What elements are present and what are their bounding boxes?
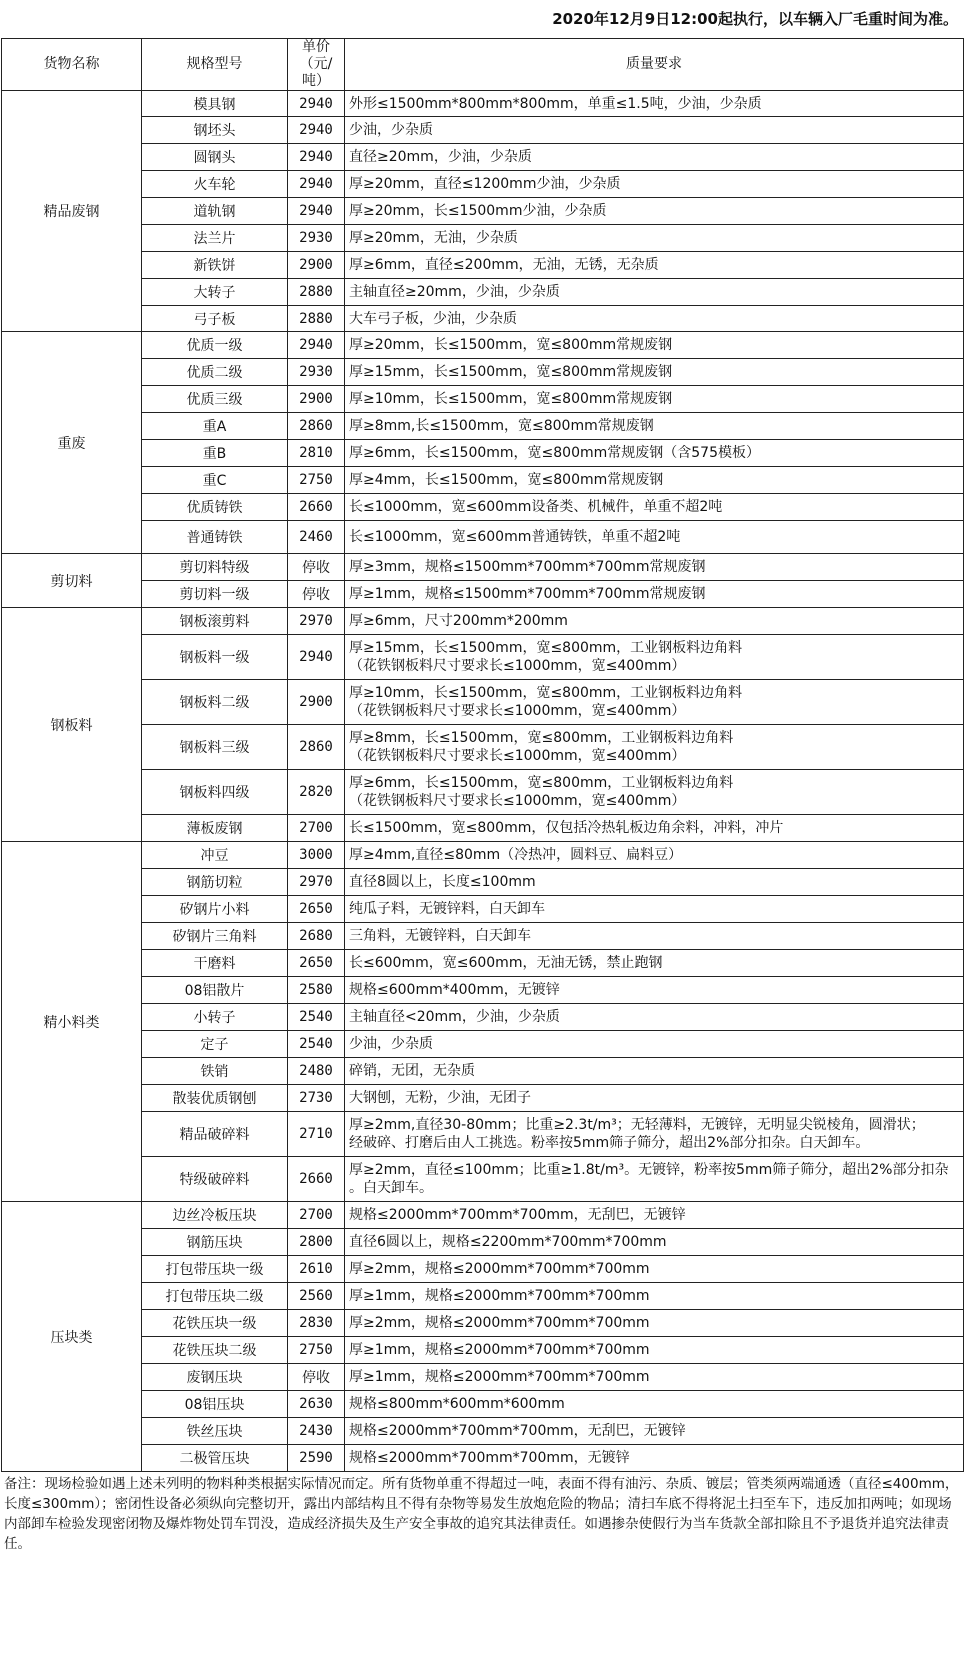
price-cell: 2660 [288,1157,345,1202]
table-row [2,1085,964,1112]
quality-cell [345,467,964,494]
spec-cell: 废钢压块 [142,1364,288,1391]
quality-line: 主轴直径≥20mm，少油，少杂质 [349,284,560,300]
table-row [2,869,964,896]
spec-cell: 干磨料 [142,950,288,977]
spec-cell: 弓子板 [142,306,288,332]
quality-cell [345,386,964,413]
quality-line: 规格≤2000mm*700mm*700mm，无镀锌 [349,1450,630,1466]
table-row [2,1112,964,1157]
quality-line: 直径8圆以上，长度≤100mm [349,874,536,890]
quality-line: 厚≥6mm，尺寸200mm*200mm [349,613,568,629]
price-cell: 2560 [288,1283,345,1310]
header-price-line2: （元/吨） [299,56,333,89]
quality-line: 长≤1000mm，宽≤600mm普通铸铁，单重不超2吨 [349,529,681,545]
quality-line: 厚≥2mm，规格≤2000mm*700mm*700mm [349,1261,650,1277]
table-row [2,252,964,279]
quality-line: 厚≥10mm，长≤1500mm，宽≤800mm，工业钢板料边角料 [349,685,743,701]
price-cell: 2750 [288,467,345,494]
remarks-note: 备注：现场检验如遇上述未列明的物料种类根据实际情况而定。所有货物单重不得超过一吨，表面不得有油污、杂质、镀层；管类须两端通透（直径≤400mm，长度≤300mm）；密闭性设备必须纵向完整切开，露出内部结构且不得有杂物等易发生放炮危险的物品；清扫车底不得将泥土扫至车下，违反加扣两吨；如现场内部卸车检验发现密闭物及爆炸物处罚车罚没，造成经济损失及生产安全事故的追究其法律责任。如遇掺杂使假行为当车货款全部扣除且不予退货并追究法律责任。 [4,1476,959,1552]
price-cell: 2580 [288,977,345,1004]
quality-line: 厚≥8mm,长≤1500mm，宽≤800mm常规废钢 [349,418,654,434]
price-cell: 2860 [288,413,345,440]
effective-date-note: 2020年12月9日12:00起执行，以车辆入厂毛重时间为准。 [552,10,958,28]
quality-cell [345,91,964,117]
spec-cell: 新铁饼 [142,252,288,279]
quality-line: 。白天卸车。 [349,1180,433,1196]
quality-cell [345,494,964,521]
spec-cell: 重A [142,413,288,440]
quality-cell [345,1283,964,1310]
table-row [2,332,964,359]
quality-cell [345,869,964,896]
quality-line: 厚≥10mm，长≤1500mm，宽≤800mm常规废钢 [349,391,673,407]
price-cell: 2900 [288,680,345,725]
quality-line: 外形≤1500mm*800mm*800mm，单重≤1.5吨，少油，少杂质 [349,95,762,112]
spec-cell: 钢筋切粒 [142,869,288,896]
spec-cell: 剪切料特级 [142,554,288,581]
quality-cell [345,1391,964,1418]
spec-cell: 钢筋压块 [142,1229,288,1256]
table-row [2,144,964,171]
header-price-line1: 单价 [302,39,330,55]
quality-cell [345,815,964,842]
quality-line: 少油，少杂质 [349,1036,433,1052]
quality-cell [345,521,964,554]
quality-line: 厚≥1mm，规格≤1500mm*700mm*700mm常规废钢 [349,586,706,602]
spec-cell: 花铁压块一级 [142,1310,288,1337]
price-cell: 2660 [288,494,345,521]
spec-cell: 精品破碎料 [142,1112,288,1157]
table-row [2,279,964,306]
quality-cell [345,1229,964,1256]
price-cell: 2900 [288,252,345,279]
quality-line: （花铁钢板料尺寸要求长≤1000mm，宽≤400mm） [349,748,686,764]
price-cell: 2940 [288,635,345,680]
header-spec: 规格型号 [142,39,288,91]
quality-cell [345,680,964,725]
quality-line: 厚≥6mm，长≤1500mm，宽≤800mm，工业钢板料边角料 [349,775,734,791]
price-cell: 2940 [288,171,345,198]
spec-cell: 钢板料三级 [142,725,288,770]
spec-cell: 重C [142,467,288,494]
spec-cell: 铁销 [142,1058,288,1085]
quality-line: 厚≥1mm，规格≤2000mm*700mm*700mm [349,1369,650,1385]
price-cell: 2800 [288,1229,345,1256]
spec-cell: 模具钢 [142,91,288,117]
quality-cell [345,413,964,440]
quality-line: （花铁钢板料尺寸要求长≤1000mm，宽≤400mm） [349,703,686,719]
spec-cell: 矽钢片三角料 [142,923,288,950]
table-row [2,494,964,521]
table-row [2,1031,964,1058]
spec-cell: 钢板料二级 [142,680,288,725]
table-row [2,306,964,332]
price-cell: 停收 [288,1364,345,1391]
category-cell: 剪切料 [2,554,142,608]
spec-cell: 优质二级 [142,359,288,386]
quality-cell [345,440,964,467]
quality-cell [345,1337,964,1364]
price-cell: 2540 [288,1004,345,1031]
price-cell: 2700 [288,1202,345,1229]
header-quality: 质量要求 [345,39,964,91]
table-row [2,521,964,554]
quality-line: 直径6圆以上，规格≤2200mm*700mm*700mm [349,1234,667,1250]
quality-line: 厚≥20mm，直径≤1200mm少油，少杂质 [349,176,621,192]
table-row [2,1337,964,1364]
quality-cell [345,359,964,386]
price-cell: 2830 [288,1310,345,1337]
quality-cell [345,1364,964,1391]
price-cell: 2810 [288,440,345,467]
category-cell: 精小料类 [2,842,142,1202]
quality-cell [345,608,964,635]
quality-line: 长≤1000mm，宽≤600mm设备类、机械件，单重不超2吨 [349,499,723,515]
spec-cell: 特级破碎料 [142,1157,288,1202]
quality-line: 少油，少杂质 [349,122,433,138]
spec-cell: 08铝压块 [142,1391,288,1418]
quality-line: （花铁钢板料尺寸要求长≤1000mm，宽≤400mm） [349,658,686,674]
spec-cell: 道轨钢 [142,198,288,225]
quality-cell [345,1256,964,1283]
quality-line: 厚≥2mm，直径≤100mm；比重≥1.8t/m³。无镀锌，粉率按5mm筛子筛分，超出2%部分扣杂 [349,1162,949,1178]
table-row [2,1364,964,1391]
quality-line: 厚≥1mm，规格≤2000mm*700mm*700mm [349,1288,650,1304]
table-row [2,896,964,923]
price-cell: 2460 [288,521,345,554]
table-row [2,842,964,869]
table-row [2,1283,964,1310]
spec-cell: 圆钢头 [142,144,288,171]
table-row [2,923,964,950]
spec-cell: 小转子 [142,1004,288,1031]
price-table-body [2,91,964,1472]
table-row [2,1157,964,1202]
quality-line: 厚≥8mm，长≤1500mm，宽≤800mm，工业钢板料边角料 [349,730,734,746]
price-cell: 2540 [288,1031,345,1058]
quality-cell [345,1202,964,1229]
quality-line: 厚≥20mm，长≤1500mm，宽≤800mm常规废钢 [349,337,673,353]
category-cell: 钢板料 [2,608,142,842]
quality-cell [345,1031,964,1058]
quality-line: 厚≥15mm，长≤1500mm，宽≤800mm常规废钢 [349,364,673,380]
table-row [2,91,964,117]
table-row [2,359,964,386]
quality-line: 厚≥1mm，规格≤2000mm*700mm*700mm [349,1342,650,1358]
quality-line: 厚≥20mm，长≤1500mm少油，少杂质 [349,203,607,219]
spec-cell: 散装优质钢刨 [142,1085,288,1112]
price-cell: 2650 [288,896,345,923]
spec-cell: 钢板料四级 [142,770,288,815]
spec-cell: 钢板料一级 [142,635,288,680]
quality-line: 大车弓子板，少油，少杂质 [349,310,517,327]
table-row [2,1058,964,1085]
quality-line: 规格≤2000mm*700mm*700mm，无刮巴，无镀锌 [349,1207,686,1223]
price-cell: 2860 [288,725,345,770]
quality-cell [345,896,964,923]
table-row [2,1229,964,1256]
quality-line: 规格≤800mm*600mm*600mm [349,1396,565,1412]
header-category: 货物名称 [2,39,142,91]
quality-cell [345,1085,964,1112]
table-row [2,1391,964,1418]
table-row [2,680,964,725]
category-cell: 精品废钢 [2,91,142,332]
quality-line: 厚≥3mm，规格≤1500mm*700mm*700mm常规废钢 [349,559,706,575]
header-price [288,39,345,91]
table-row [2,608,964,635]
quality-cell [345,225,964,252]
spec-cell: 冲豆 [142,842,288,869]
quality-cell [345,923,964,950]
quality-line: 经破碎、打磨后由人工挑选。粉率按5mm筛子筛分，超出2%部分扣杂。白天卸车。 [349,1135,870,1151]
quality-cell [345,1157,964,1202]
price-cell: 2680 [288,923,345,950]
spec-cell: 优质铸铁 [142,494,288,521]
table-row [2,1004,964,1031]
spec-cell: 打包带压块一级 [142,1256,288,1283]
table-row [2,1418,964,1445]
spec-cell: 边丝冷板压块 [142,1202,288,1229]
table-row [2,413,964,440]
table-row [2,1445,964,1472]
quality-cell [345,252,964,279]
price-cell: 2700 [288,815,345,842]
quality-line: 长≤1500mm，宽≤800mm，仅包括冷热轧板边角余料，冲料，冲片 [349,820,784,836]
quality-cell [345,1112,964,1157]
table-row [2,554,964,581]
price-cell: 2900 [288,386,345,413]
price-cell: 2970 [288,869,345,896]
table-row [2,635,964,680]
price-table [1,38,964,1472]
spec-cell: 定子 [142,1031,288,1058]
quality-cell [345,198,964,225]
quality-cell [345,306,964,332]
quality-line: 三角料，无镀锌料，白天卸车 [349,928,531,944]
table-row [2,225,964,252]
spec-cell: 打包带压块二级 [142,1283,288,1310]
price-cell: 2820 [288,770,345,815]
price-cell: 2730 [288,1085,345,1112]
spec-cell: 剪切料一级 [142,581,288,608]
quality-line: 规格≤2000mm*700mm*700mm，无刮巴，无镀锌 [349,1423,686,1439]
price-cell: 2880 [288,279,345,306]
quality-cell [345,770,964,815]
table-row [2,1202,964,1229]
quality-cell [345,117,964,144]
quality-line: 长≤600mm，宽≤600mm，无油无锈，禁止跑钢 [349,955,663,971]
quality-cell [345,1058,964,1085]
quality-cell [345,144,964,171]
quality-cell [345,554,964,581]
table-row [2,440,964,467]
price-cell: 停收 [288,554,345,581]
quality-line: 纯瓜子料，无镀锌料，白天卸车 [349,901,545,917]
price-cell: 2930 [288,359,345,386]
spec-cell: 花铁压块二级 [142,1337,288,1364]
price-cell: 2750 [288,1337,345,1364]
quality-cell [345,332,964,359]
spec-cell: 火车轮 [142,171,288,198]
price-cell: 2940 [288,91,345,117]
spec-cell: 二极管压块 [142,1445,288,1472]
quality-cell [345,635,964,680]
price-cell: 2880 [288,306,345,332]
quality-line: 厚≥2mm，规格≤2000mm*700mm*700mm [349,1315,650,1331]
table-row [2,467,964,494]
table-row [2,950,964,977]
quality-cell [345,950,964,977]
spec-cell: 钢板滚剪料 [142,608,288,635]
spec-cell: 重B [142,440,288,467]
price-cell: 2970 [288,608,345,635]
price-cell: 2590 [288,1445,345,1472]
price-cell: 2610 [288,1256,345,1283]
table-row [2,977,964,1004]
price-cell: 2940 [288,198,345,225]
table-row [2,581,964,608]
price-cell: 2940 [288,332,345,359]
spec-cell: 普通铸铁 [142,521,288,554]
spec-cell: 优质三级 [142,386,288,413]
table-row [2,770,964,815]
table-row [2,117,964,144]
quality-cell [345,581,964,608]
quality-line: 规格≤600mm*400mm，无镀锌 [349,982,560,998]
quality-cell [345,725,964,770]
price-cell: 2430 [288,1418,345,1445]
spec-cell: 铁丝压块 [142,1418,288,1445]
spec-cell: 矽钢片小料 [142,896,288,923]
quality-line: 厚≥4mm，长≤1500mm，宽≤800mm常规废钢 [349,472,664,488]
spec-cell: 钢坯头 [142,117,288,144]
quality-cell [345,1004,964,1031]
table-row [2,725,964,770]
quality-cell [345,171,964,198]
quality-line: 厚≥4mm,直径≤80mm（冷热冲，圆料豆、扁料豆） [349,847,683,863]
table-row [2,198,964,225]
quality-line: 厚≥15mm，长≤1500mm，宽≤800mm，工业钢板料边角料 [349,640,743,656]
table-row [2,1310,964,1337]
price-cell: 2630 [288,1391,345,1418]
quality-cell [345,1418,964,1445]
quality-line: 碎销，无团，无杂质 [349,1063,475,1079]
quality-cell [345,1310,964,1337]
quality-line: 厚≥6mm，长≤1500mm，宽≤800mm常规废钢（含575模板） [349,445,760,461]
category-cell: 重废 [2,332,142,554]
price-cell: 2710 [288,1112,345,1157]
quality-line: 厚≥2mm,直径30-80mm；比重≥2.3t/m³；无轻薄料，无镀锌，无明显尖锐棱角，圆滑状； [349,1117,925,1133]
spec-cell: 大转子 [142,279,288,306]
category-cell: 压块类 [2,1202,142,1472]
price-cell: 3000 [288,842,345,869]
quality-cell [345,842,964,869]
price-cell: 2480 [288,1058,345,1085]
quality-line: （花铁钢板料尺寸要求长≤1000mm，宽≤400mm） [349,793,686,809]
quality-line: 大钢刨，无粉，少油，无团子 [349,1090,531,1106]
spec-cell: 08铝散片 [142,977,288,1004]
spec-cell: 法兰片 [142,225,288,252]
quality-line: 直径≥20mm，少油，少杂质 [349,149,532,165]
table-row [2,815,964,842]
table-row [2,171,964,198]
price-cell: 2930 [288,225,345,252]
table-row [2,386,964,413]
price-cell: 停收 [288,581,345,608]
quality-line: 主轴直径<20mm，少油，少杂质 [349,1009,560,1025]
quality-cell [345,1445,964,1472]
price-cell: 2940 [288,117,345,144]
quality-cell [345,977,964,1004]
table-header-row [2,39,964,91]
spec-cell: 薄板废钢 [142,815,288,842]
price-cell: 2650 [288,950,345,977]
table-row [2,1256,964,1283]
price-cell: 2940 [288,144,345,171]
spec-cell: 优质一级 [142,332,288,359]
quality-cell [345,279,964,306]
quality-line: 厚≥20mm，无油，少杂质 [349,230,518,246]
quality-line: 厚≥6mm，直径≤200mm，无油，无锈，无杂质 [349,257,659,273]
